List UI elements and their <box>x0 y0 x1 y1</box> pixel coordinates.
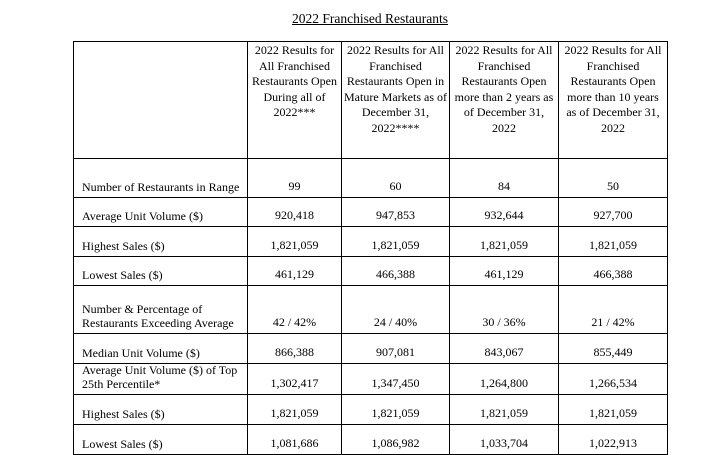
table-cell: 84 <box>450 159 559 198</box>
table-row <box>74 395 668 425</box>
table-row <box>74 227 668 257</box>
table-cell: 1,264,800 <box>450 364 559 395</box>
table-cell: 42 / 42% <box>248 286 342 334</box>
column-header: 2022 Results for All Franchised Restaurants Open During all of 2022*** <box>248 42 342 159</box>
row-label: Average Unit Volume ($) <box>74 198 248 227</box>
table-cell: 907,081 <box>342 334 450 364</box>
table-row <box>74 257 668 286</box>
column-header: 2022 Results for All Franchised Restaurants Open more than 2 years as of December 31, 2022 <box>450 42 559 159</box>
table-cell: 843,067 <box>450 334 559 364</box>
row-label: Number of Restaurants in Range <box>74 159 248 198</box>
table-cell: 30 / 36% <box>450 286 559 334</box>
row-label: Highest Sales ($) <box>74 227 248 257</box>
table-cell: 1,086,982 <box>342 425 450 455</box>
table-cell: 1,821,059 <box>248 395 342 425</box>
table-cell: 21 / 42% <box>559 286 668 334</box>
row-label: Lowest Sales ($) <box>74 425 248 455</box>
table-cell: 920,418 <box>248 198 342 227</box>
table-cell: 927,700 <box>559 198 668 227</box>
header-empty-cell <box>74 42 248 159</box>
table-cell: 60 <box>342 159 450 198</box>
column-header: 2022 Results for All Franchised Restaurants Open more than 10 years as of December 31, 2022 <box>559 42 668 159</box>
row-label: Average Unit Volume ($) of Top 25th Percentile* <box>74 364 248 395</box>
table-cell: 466,388 <box>342 257 450 286</box>
table-cell: 1,821,059 <box>559 395 668 425</box>
table-cell: 1,821,059 <box>450 227 559 257</box>
table-row <box>74 364 668 395</box>
table-row <box>74 198 668 227</box>
table-cell: 1,821,059 <box>559 227 668 257</box>
table-cell: 1,821,059 <box>342 227 450 257</box>
table-row <box>74 159 668 198</box>
row-label: Lowest Sales ($) <box>74 257 248 286</box>
table-cell: 50 <box>559 159 668 198</box>
table-cell: 1,033,704 <box>450 425 559 455</box>
table-cell: 1,347,450 <box>342 364 450 395</box>
table-row <box>74 286 668 334</box>
table-cell: 1,821,059 <box>248 227 342 257</box>
table-cell: 1,022,913 <box>559 425 668 455</box>
table-cell: 466,388 <box>559 257 668 286</box>
table-cell: 855,449 <box>559 334 668 364</box>
table-cell: 24 / 40% <box>342 286 450 334</box>
table-cell: 866,388 <box>248 334 342 364</box>
table-row <box>74 334 668 364</box>
table-cell: 461,129 <box>248 257 342 286</box>
table-header-row <box>74 42 668 159</box>
column-header: 2022 Results for All Franchised Restaurants Open in Mature Markets as of December 31, 2022**** <box>342 42 450 159</box>
row-label: Number & Percentage of Restaurants Exceeding Average <box>74 286 248 334</box>
page-title: 2022 Franchised Restaurants <box>292 11 448 26</box>
table-cell: 1,266,534 <box>559 364 668 395</box>
table-cell: 461,129 <box>450 257 559 286</box>
table-cell: 99 <box>248 159 342 198</box>
table-cell: 947,853 <box>342 198 450 227</box>
table-cell: 932,644 <box>450 198 559 227</box>
row-label: Median Unit Volume ($) <box>74 334 248 364</box>
franchised-results-table <box>73 41 668 455</box>
table-cell: 1,081,686 <box>248 425 342 455</box>
table-row <box>74 425 668 455</box>
table-cell: 1,821,059 <box>450 395 559 425</box>
table-cell: 1,821,059 <box>342 395 450 425</box>
row-label: Highest Sales ($) <box>74 395 248 425</box>
table-cell: 1,302,417 <box>248 364 342 395</box>
